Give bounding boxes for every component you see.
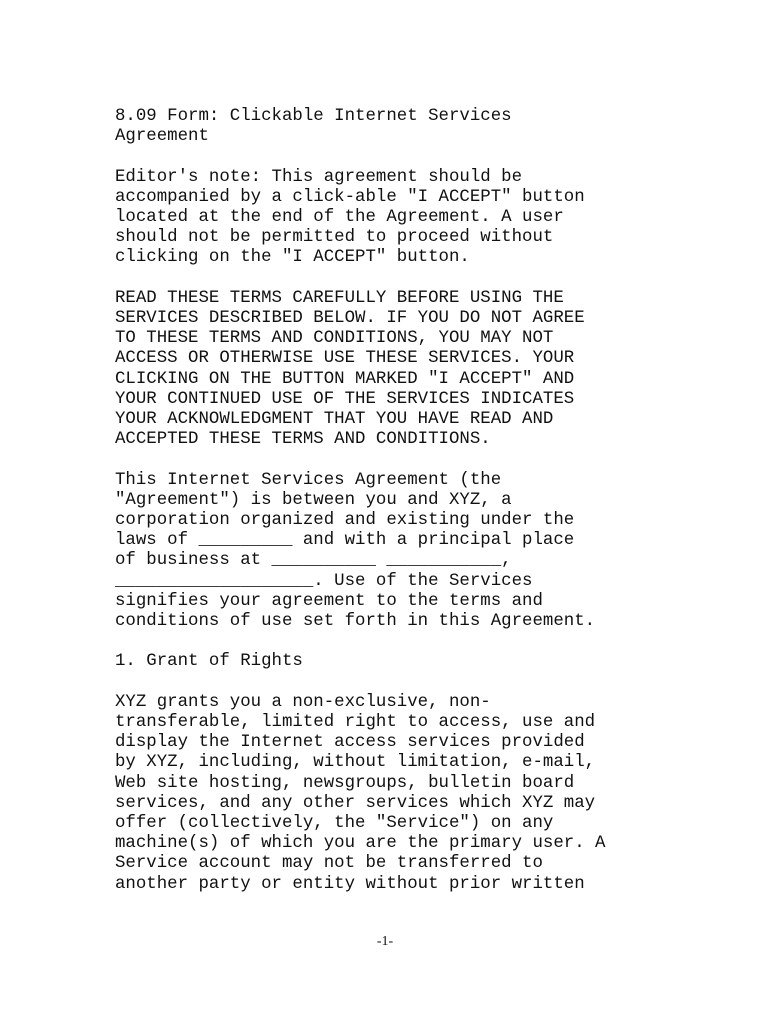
document-title: 8.09 Form: Clickable Internet Services Agreement (115, 107, 512, 147)
section-body-grant-of-rights: XYZ grants you a non-exclusive, non- transferable, limited right to access, use and display the Internet access services provided by XYZ, including, without limitation, e-mail, Web site hosting, newsgroups, bulletin board services, and any other services which XYZ may offer (collectively, the "Service") on any machine(s) of which you are the primary user. A Service account may not be transferred to another party or entity without prior written (115, 692, 606, 894)
terms-warning: READ THESE TERMS CAREFULLY BEFORE USING THE SERVICES DESCRIBED BELOW. IF YOU DO NOT AGREE TO THESE TERMS AND CONDITIONS, YOU MAY NOT ACCESS OR OTHERWISE USE THESE SERVICES. YOUR CLICKING ON THE BUTTON MARKED "I ACCEPT" AND YOUR CONTINUED USE OF THE SERVICES INDICATES YOUR ACKNOWLEDGMENT THAT YOU HAVE READ AND ACCEPTED THESE TERMS AND CONDITIONS. (115, 288, 585, 450)
page-number: -1- (376, 934, 394, 949)
section-heading-grant-of-rights: 1. Grant of Rights (115, 652, 303, 672)
editors-note: Editor's note: This agreement should be accompanied by a click-able "I ACCEPT" button located at the end of the Agreement. A user should not be permitted to proceed without clicking on the "I ACCEPT" button. (115, 167, 585, 268)
document-body (115, 107, 675, 895)
agreement-intro: This Internet Services Agreement (the "Agreement") is between you and XYZ, a corporation organized and existing under the laws of _________ and with a principal place of business at __________ ___________, ___________________. Use of the Services signifies your agreement to the terms and conditions of use set forth in this Agreement. (115, 470, 596, 632)
